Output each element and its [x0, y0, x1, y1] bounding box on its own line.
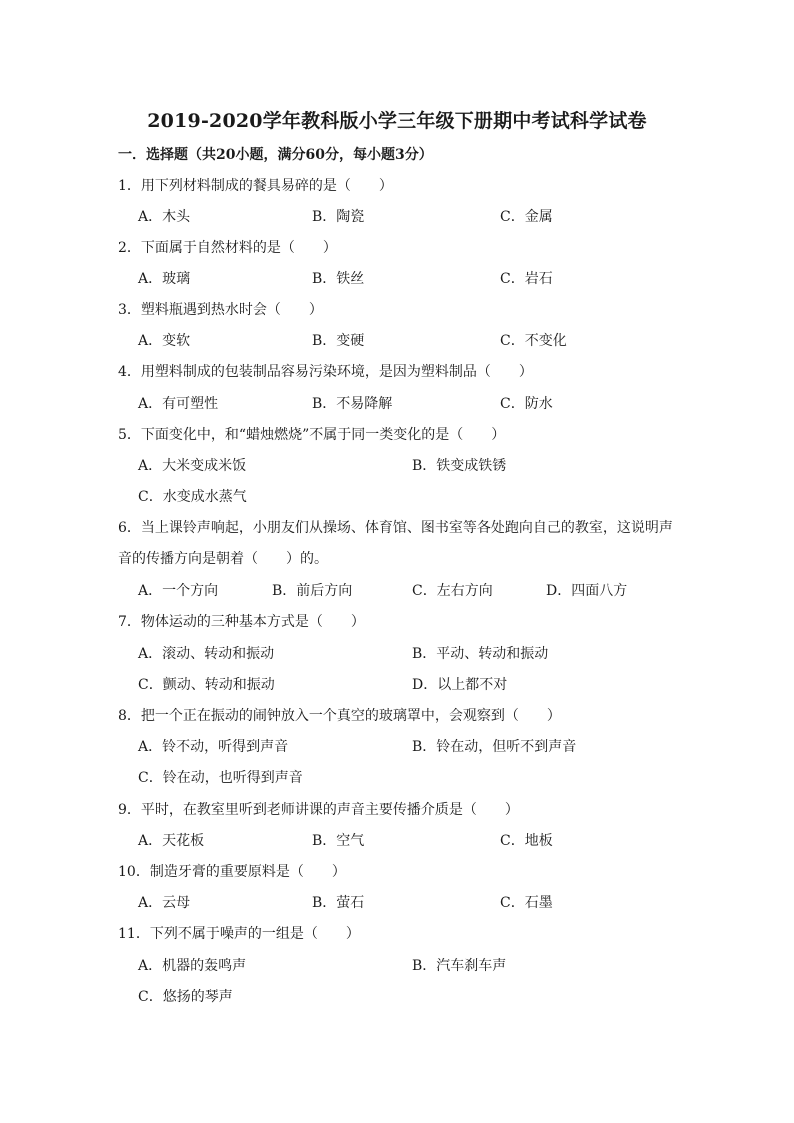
question-5-option-c: C．水变成水蒸气	[138, 489, 247, 505]
question-2-option-b: B．铁丝	[312, 271, 365, 287]
question-11-option-b: B．汽车刹车声	[412, 958, 507, 974]
question-3-stem: 3．塑料瓶遇到热水时会（ ）	[118, 302, 323, 318]
question-9-option-a: A．天花板	[138, 833, 205, 849]
question-8-option-a: A．铃不动，听得到声音	[138, 739, 289, 755]
question-9-option-c: C．地板	[500, 833, 553, 849]
section-header: 一．选择题（共20小题，满分60分，每小题3分）	[118, 147, 433, 163]
question-8-option-c: C．铃在动，也听得到声音	[138, 770, 303, 786]
question-6-option-a: A．一个方向	[138, 583, 219, 599]
question-7-option-d: D．以上都不对	[412, 677, 508, 693]
question-11-option-a: A．机器的轰鸣声	[138, 958, 247, 974]
question-9-option-b: B．空气	[312, 833, 365, 849]
question-8-stem: 8．把一个正在振动的闹钟放入一个真空的玻璃罩中，会观察到（ ）	[118, 708, 561, 724]
page-title: 2019-2020学年教科版小学三年级下册期中考试科学试卷	[147, 110, 647, 132]
question-1-stem: 1．用下列材料制成的餐具易碎的是（ ）	[118, 178, 393, 194]
question-10-option-b: B．萤石	[312, 895, 365, 911]
question-10-option-a: A．云母	[138, 895, 191, 911]
question-2-stem: 2．下面属于自然材料的是（ ）	[118, 240, 337, 256]
question-5-option-a: A．大米变成米饭	[138, 458, 247, 474]
question-2-option-c: C．岩石	[500, 271, 553, 287]
question-4-option-a: A．有可塑性	[138, 396, 219, 412]
question-1-option-c: C．金属	[500, 209, 553, 225]
question-5-option-b: B．铁变成铁锈	[412, 458, 507, 474]
question-3-option-a: A．变软	[138, 333, 191, 349]
question-7-stem: 7．物体运动的三种基本方式是（ ）	[118, 614, 365, 630]
question-3-option-b: B．变硬	[312, 333, 365, 349]
question-6-option-b: B．前后方向	[272, 583, 353, 599]
question-1-option-a: A．木头	[138, 209, 191, 225]
question-10-stem: 10．制造牙膏的重要原料是（ ）	[118, 864, 346, 880]
question-7-option-a: A．滚动、转动和振动	[138, 646, 275, 662]
question-11-option-c: C．悠扬的琴声	[138, 989, 233, 1005]
question-3-option-c: C．不变化	[500, 333, 567, 349]
question-8-option-b: B．铃在动，但听不到声音	[412, 739, 577, 755]
question-6-stem-continued: 音的传播方向是朝着（ ）的。	[118, 551, 328, 567]
question-4-stem: 4．用塑料制成的包装制品容易污染环境，是因为塑料制品（ ）	[118, 364, 533, 380]
question-6-stem: 6．当上课铃声响起，小朋友们从操场、体育馆、图书室等各处跑向自己的教室，这说明声	[118, 520, 673, 536]
question-11-stem: 11．下列不属于噪声的一组是（ ）	[118, 926, 360, 942]
question-9-stem: 9．平时，在教室里听到老师讲课的声音主要传播介质是（ ）	[118, 802, 519, 818]
question-6-option-c: C．左右方向	[412, 583, 493, 599]
question-6-option-d: D．四面八方	[546, 583, 628, 599]
question-2-option-a: A．玻璃	[138, 271, 191, 287]
question-10-option-c: C．石墨	[500, 895, 553, 911]
question-4-option-c: C．防水	[500, 396, 553, 412]
question-5-stem: 5．下面变化中，和“蜡烛燃烧”不属于同一类变化的是（ ）	[118, 427, 506, 443]
question-1-option-b: B．陶瓷	[312, 209, 365, 225]
question-7-option-c: C．颤动、转动和振动	[138, 677, 275, 693]
question-4-option-b: B．不易降解	[312, 396, 393, 412]
question-7-option-b: B．平动、转动和振动	[412, 646, 549, 662]
